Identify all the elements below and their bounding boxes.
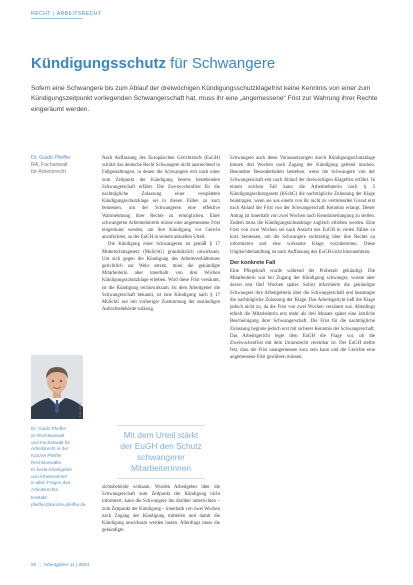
article-title bbox=[31, 55, 275, 72]
pull-quote-line: schwangerer bbox=[137, 452, 185, 462]
bio-line: Dr. Guido Pfeiffer bbox=[31, 426, 67, 431]
pull-quote-line: Mitarbeiterinnen bbox=[130, 463, 192, 473]
author-role-1: RA, Fachanwalt bbox=[31, 162, 68, 168]
section-subheading: Der konkrete Fall bbox=[230, 259, 276, 266]
body-column-1-top bbox=[102, 155, 220, 313]
magazine-name: Arbeitgeber bbox=[43, 563, 69, 568]
author-role-2: für Arbeitsrecht bbox=[31, 169, 66, 175]
header-rule bbox=[31, 18, 83, 19]
pull-quote bbox=[102, 425, 220, 479]
body-column-1-bottom bbox=[102, 484, 220, 534]
issue-number: 11 | 2024 bbox=[69, 563, 90, 568]
body-paragraph: Die Kündigung einer Schwangeren ist gemäß § 17 Mutterschutzgesetz (MuSchG) grundsätzlich unwirksam. Um sich gegen die Kündigung des Arbeitsverhältnisses gerichtlich zur Wehr setzen, muss die gekündigte Mitarbeiterin aber innerhalb von drei Wochen Kündigungsschutzklage erheben. Wird diese Frist versäumt, ist die Kündigung rechtswirksam. Ist dem Arbeitgeber die Schwangerschaft bekannt, ist eine Kündigung nach § 17 MuSchG nur mit vorheriger Zustimmung der zuständigen Aufsichtsbehörde zulässig. bbox=[102, 242, 220, 313]
author-name: Dr. Guido Pfeiffer bbox=[31, 155, 71, 161]
author-photo bbox=[31, 355, 83, 419]
bio-line: und Arbeitnehmer bbox=[31, 473, 68, 479]
page-number: 50 bbox=[31, 563, 37, 568]
bio-line: Rechtsanwälte. bbox=[31, 459, 63, 465]
bio-line: und Fachanwalt für bbox=[31, 439, 71, 445]
section-header bbox=[31, 11, 102, 17]
section-label: RECHT bbox=[31, 11, 51, 17]
body-paragraph: Schwangere auch diese Voraussetzungen durch Kündigungsschutzklage binnen drei Wochen nach Zugang der Kündigung geltend machen. Besondere Besonderheiten bestehen, wenn die Schwangere von der Schwangerschaft erst nach Ablauf der dreiwöchigen Klagefrist erfährt. In einem solchen Fall kann die Arbeitnehmerin nach § 5 Kündigungsschutzgesetz (KSchG) die nachträgliche Zulassung der Klage beantragen, wenn sie aus einem von ihr nicht zu vertretenden Grund erst nach Ablauf der Frist von der Schwangerschaft Kenntnis erlangt. Dieser Antrag ist innerhalb von zwei Wochen nach Kenntniserlangung zu stellen. Zudem muss die Kündigungsschutzklage zugleich erhoben werden. Eine Frist von zwei Wochen sei nach Ansicht des EuGH in vielen Fällen zu kurz bemessen, um die Schwangere rechtzeitig über ihre Rechte zu informieren und eine wirksame Klage vorzubereiten. Diese Ungleichbehandlung ist nach Auffassung des EuGH nicht hinzunehmen. bbox=[230, 156, 375, 255]
bio-line: ist Rechtsanwalt bbox=[31, 432, 65, 438]
pull-quote-rule-bottom bbox=[117, 478, 205, 479]
author-box bbox=[31, 155, 91, 176]
author-bio bbox=[31, 426, 93, 509]
page-footer bbox=[31, 563, 89, 568]
header-separator: | bbox=[52, 11, 55, 17]
pull-quote-line: Mit dem Urteil stärkt bbox=[123, 430, 199, 440]
body-paragraph: Eine Pflegekraft wurde während der Probezeit gekündigt. Die Mitarbeiterin war bei Zugang der Kündigung schwanger, wusste aber davon erst fünf Wochen später. Sofort informierte die gekündigte Schwangere ihre Arbeitgeberin über die Schwangerschaft und beantragte die nachträgliche Zulassung der Klage. Das Arbeitsgericht ließ die Klage jedoch nicht zu, da die Frist von zwei Wochen versäumt war. Allerdings erhielt die Mitarbeiterin erst mehr als drei Monate später eine ärztliche Bescheinigung ihrer Schwangerschaft. Die Frist für die nachträgliche Zulassung beginne jedoch erst mit sicherer Kenntnis der Schwangerschaft. Das Arbeitsgericht legte dem EuGH die Frage vor, ob die Zweiwochenfrist mit dem Unionsrecht vereinbar ist. Der EuGH stellte fest, dass die Frist unangemessen kurz sein kann und die Gerichte eine angemessene Frist gewähren müssen. bbox=[230, 269, 375, 361]
bio-line: Arbeitsrechts. bbox=[31, 487, 60, 493]
footer-separator: | bbox=[39, 563, 41, 568]
bio-line: Kanzlei Pfeiffer bbox=[31, 453, 62, 459]
bio-line: in allen Fragen des bbox=[31, 480, 71, 486]
title-rest: für Schwangere bbox=[166, 55, 276, 72]
title-bold: Kündigungsschutz bbox=[31, 55, 166, 72]
portrait-image bbox=[31, 355, 83, 419]
contact-label: Kontakt: bbox=[31, 494, 48, 500]
bio-line: Er berät Arbeitgeber bbox=[31, 466, 73, 472]
pull-quote-line: der EuGH den Schutz bbox=[120, 441, 202, 451]
photo-credit: Foto: privat bbox=[78, 401, 82, 417]
subsection-label: ARBEITSRECHT bbox=[56, 11, 102, 17]
body-column-2 bbox=[230, 155, 375, 362]
body-paragraph: Nach Auffassung des Europäischen Gerichtshofs (EuGH) schützt das deutsche Recht Schwangere nicht ausreichend in Fallgestaltungen, in denen die Schwangere erst nach einer zum Zeitpunkt der Kündigung bereits bestehenden Schwangerschaft erfährt. Die Zweiwochenfrist für die nachträgliche Zulassung einer verspäteten Kündigungsschutzklage sei in diesen Fällen zu kurz bemessen, um der Schwangeren eine effektive Wahrnehmung ihrer Rechte zu ermöglichen. Einer schwangeren Arbeitnehmerin müsse eine angemessene Frist eingeräumt werden, um ihre Kündigung vor Gericht anzufechten, so der EuGH in seinem aktuellen Urteil. bbox=[102, 156, 220, 241]
lead-paragraph: Sofern eine Schwangere bis zum Ablauf der dreiwöchigen Kündigungsschutzklagefrist keine Kenntnis von einer zum Kündigungszeitpunkt vorliegenden Schwangerschaft hat, muss ihr eine „angemessene“ Frist zur Wahrung ihrer Rechte eingeräumt werden. bbox=[31, 85, 378, 113]
contact-email-link[interactable]: pfeiffer@kanzlei-pfeiffer.de bbox=[31, 501, 86, 507]
bio-line: Arbeitsrecht in der bbox=[31, 446, 69, 452]
body-paragraph: sichtsbehörde wirksam. Wurden Arbeitgeber über die Schwangerschaft zum Zeitpunkt der Kündigung nicht informiert, kann die Schwangere ihn darüber unterrichten – zum Zeitpunkt der Kündigung – innerhalb von zwei Wochen nach Zugang der Kündigung mitteilen und damit die Kündigung unwirksam werden lassen. Allerdings muss die gekündigte bbox=[102, 485, 220, 534]
